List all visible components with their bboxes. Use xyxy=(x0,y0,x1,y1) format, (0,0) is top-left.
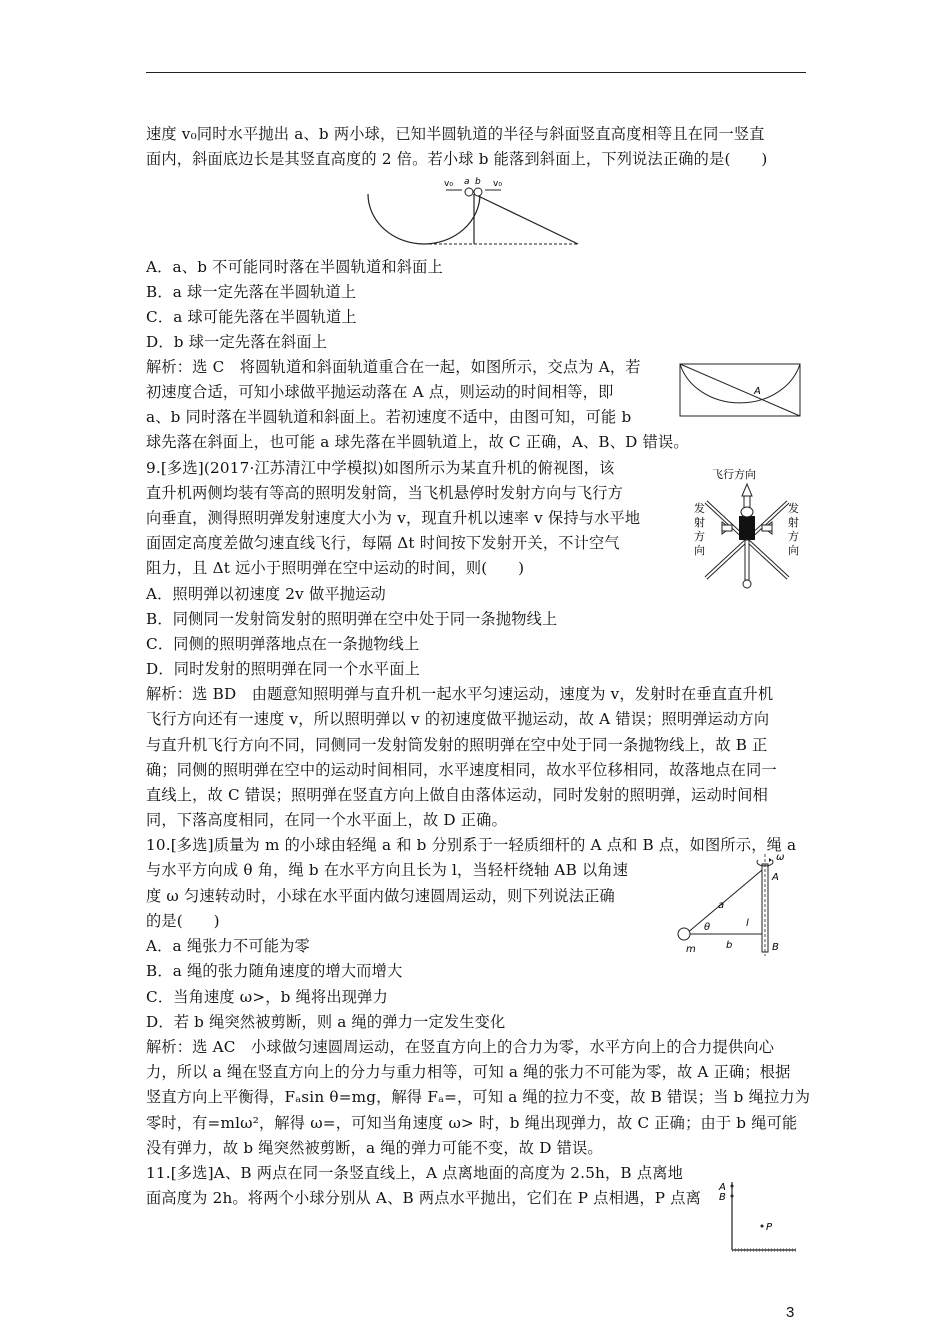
label-b: b xyxy=(475,177,481,187)
label-B: B xyxy=(772,942,779,953)
text-line: 阻力，且 Δt 远小于照明弹在空中运动的时间，则( ) xyxy=(146,559,525,577)
overlap-figure xyxy=(676,360,806,420)
text-line: 解析：选 BD 由题意知照明弹与直升机一起水平匀速运动，速度为 v，发射时在垂直直升机 xyxy=(146,685,774,703)
page-number: 3 xyxy=(786,1304,795,1321)
text-line: 的是( ) xyxy=(146,912,220,930)
text-line: 零时，有=mlω²，解得 ω=，可知当角速度 ω> 时，b 绳出现弹力，故 C 正确；由于 b 绳可能 xyxy=(146,1114,798,1132)
points-figure xyxy=(716,1174,802,1260)
option-line: C．当角速度 ω>，b 绳将出现弹力 xyxy=(146,988,388,1006)
question-heading: 10.[多选]质量为 m 的小球由轻绳 a 和 b 分别系于一轻质细杆的 A 点和 B 点，如图所示，绳 a xyxy=(146,836,797,854)
option-line: A．a 绳张力不可能为零 xyxy=(146,937,310,955)
option-line: C．同侧的照明弹落地点在一条抛物线上 xyxy=(146,635,420,653)
option-line: B．同侧同一发射筒发射的照明弹在空中处于同一条抛物线上 xyxy=(146,610,558,628)
text-line: 面内，斜面底边长是其竖直高度的 2 倍。若小球 b 能落到斜面上，下列说法正确的是( ) xyxy=(146,150,768,168)
text-line: 与直升机飞行方向不同，同侧同一发射筒发射的照明弹在空中处于同一条抛物线上，故 B 正 xyxy=(146,736,768,754)
label-a: a xyxy=(718,900,725,911)
helicopter-figure xyxy=(692,466,802,602)
label-l: l xyxy=(746,918,749,929)
header-rule xyxy=(146,72,806,73)
label-P: P xyxy=(766,1222,773,1233)
label-omega: ω xyxy=(776,852,785,863)
label-v0-right: v₀ xyxy=(493,179,502,189)
label-v0-left: v₀ xyxy=(444,179,453,189)
text-line: 飞行方向还有一速度 v，所以照明弹以 v 的初速度做平抛运动，故 A 错误；照明弹运动方向 xyxy=(146,710,770,728)
label-right-char: 射 xyxy=(788,516,799,529)
label-right-char: 向 xyxy=(788,544,799,557)
text-line: 与水平方向成 θ 角，绳 b 在水平方向且长为 l，当轻杆绕轴 AB 以角速 xyxy=(146,861,629,879)
text-line: 球先落在斜面上，也可能 a 球先落在半圆轨道上，故 C 正确，A、B、D 错误。 xyxy=(146,433,689,451)
text-line: a、b 同时落在半圆轨道和斜面上。若初速度不适中，由图可知，可能 b xyxy=(146,408,632,426)
label-A: A xyxy=(772,872,779,883)
label-theta: θ xyxy=(704,922,711,933)
label-m: m xyxy=(686,944,696,955)
label-flight-direction: 飞行方向 xyxy=(712,468,756,481)
label-left-char: 方 xyxy=(694,530,705,543)
label-left-char: 发 xyxy=(694,502,705,515)
text-line: 面固定高度差做匀速直线飞行，每隔 Δt 时间按下发射开关，不计空气 xyxy=(146,534,620,552)
label-B: B xyxy=(719,1192,726,1203)
label-left-char: 射 xyxy=(694,516,705,529)
question-heading: 11.[多选]A、B 两点在同一条竖直线上，A 点离地面的高度为 2.5h，B 点离地 xyxy=(146,1164,683,1182)
text-line: 解析：选 AC 小球做匀速圆周运动，在竖直方向上的合力为零，水平方向上的合力提供向心 xyxy=(146,1038,775,1056)
text-line: 确；同侧的照明弹在空中的运动时间相同，水平速度相同，故水平位移相同，故落地点在同一 xyxy=(146,761,777,779)
label-a: a xyxy=(464,177,470,187)
label-A: A xyxy=(754,386,761,397)
label-left-char: 向 xyxy=(694,544,705,557)
text-line: 竖直方向上平衡得，Fₐsin θ=mg，解得 Fₐ=，可知 a 绳的拉力不变，故 B 错误；当 b 绳拉力为 xyxy=(146,1088,811,1106)
option-line: D．b 球一定先落在斜面上 xyxy=(146,333,328,351)
label-right-char: 方 xyxy=(788,530,799,543)
option-line: C．a 球可能先落在半圆轨道上 xyxy=(146,308,357,326)
text-line: 度 ω 匀速转动时，小球在水平面内做匀速圆周运动，则下列说法正确 xyxy=(146,887,615,905)
text-line: 速度 v₀同时水平抛出 a、b 两小球，已知半圆轨道的半径与斜面竖直高度相等且在同一竖直 xyxy=(146,125,765,143)
option-line: D．同时发射的照明弹在同一个水平面上 xyxy=(146,660,420,678)
text-line: 初速度合适，可知小球做平抛运动落在 A 点，则运动的时间相等，即 xyxy=(146,383,614,401)
question-heading: 9.[多选](2017·江苏清江中学模拟)如图所示为某直升机的俯视图，该 xyxy=(146,459,615,477)
option-line: B．a 球一定先落在半圆轨道上 xyxy=(146,283,357,301)
label-A: A xyxy=(719,1182,726,1193)
text-line: 向垂直，测得照明弹发射速度大小为 v，现直升机以速率 v 保持与水平地 xyxy=(146,509,641,527)
label-right-char: 发 xyxy=(788,502,799,515)
option-line: A．a、b 不可能同时落在半圆轨道和斜面上 xyxy=(146,258,443,276)
option-line: B．a 绳的张力随角速度的增大而增大 xyxy=(146,962,403,980)
text-line: 力，所以 a 绳在竖直方向上的分力与重力相等，可知 a 绳的张力不可能为零，故 A 正确；根据 xyxy=(146,1063,791,1081)
text-line: 没有弹力，故 b 绳突然被剪断，a 绳的弹力可能不变，故 D 错误。 xyxy=(146,1139,603,1157)
text-line: 直升机两侧均装有等高的照明发射筒，当飞机悬停时发射方向与飞行方 xyxy=(146,484,624,502)
text-line: 面高度为 2h。将两个小球分别从 A、B 两点水平抛出，它们在 P 点相遇，P 点离 xyxy=(146,1189,702,1207)
rotating-rod-figure xyxy=(674,850,804,958)
label-b: b xyxy=(726,940,733,951)
option-line: A．照明弹以初速度 2v 做平抛运动 xyxy=(146,585,386,603)
text-line: 直线上，故 C 错误；照明弹在竖直方向上做自由落体运动，同时发射的照明弹，运动时间相 xyxy=(146,786,768,804)
text-line: 解析：选 C 将圆轨道和斜面轨道重合在一起，如图所示，交点为 A，若 xyxy=(146,358,641,376)
text-line: 同，下落高度相同，在同一个水平面上，故 D 正确。 xyxy=(146,811,507,829)
option-line: D．若 b 绳突然被剪断，则 a 绳的弹力一定发生变化 xyxy=(146,1013,506,1031)
semicircle-incline-figure xyxy=(362,172,584,248)
